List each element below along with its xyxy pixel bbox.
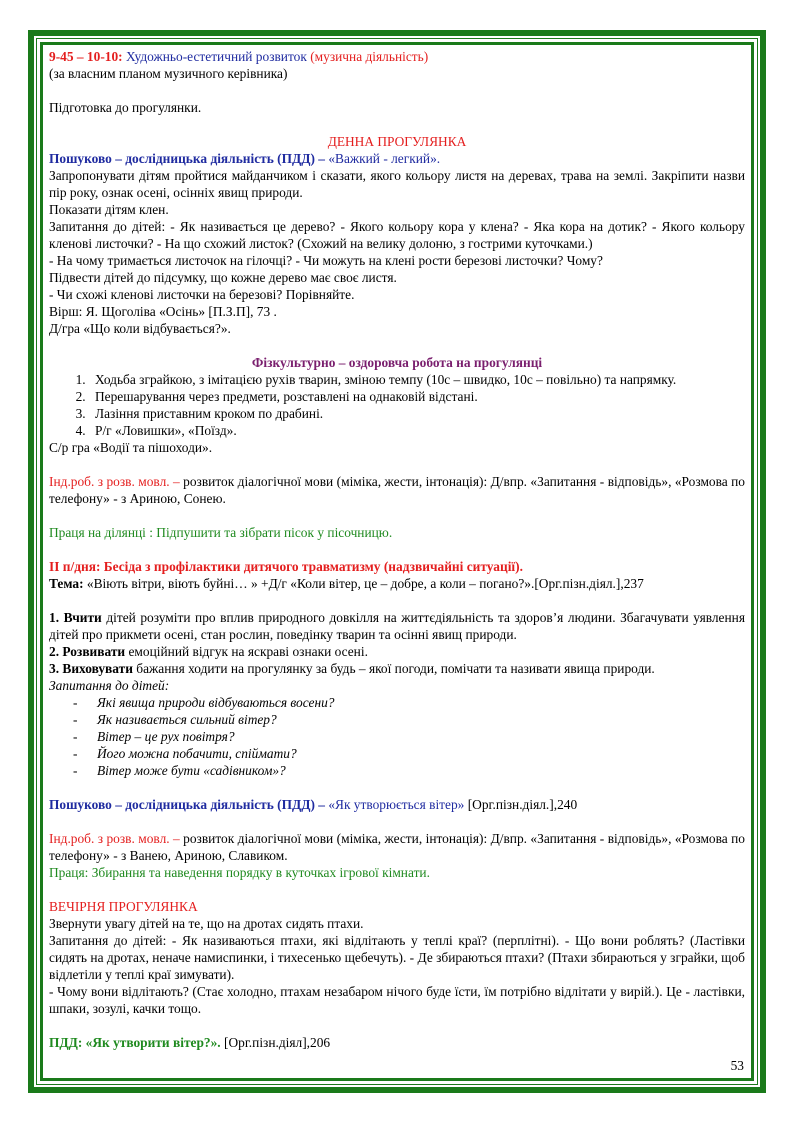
research-topic: «Важкий - легкий».	[328, 151, 441, 166]
individual-work-text: розвиток діалогічної мови (міміка, жести, інтонація): Д/впр. «Запитання - відповідь», «Розмова по телефону» - з Ванею, Ариною, Славиком.	[49, 831, 745, 863]
goal-label: 2. Розвивати	[49, 644, 126, 659]
walk-preparation: Підготовка до прогулянки.	[49, 100, 202, 115]
pe-list	[49, 371, 745, 439]
pdd-final	[49, 1034, 745, 1051]
day-walk-line: Запитання до дітей: - Як називається це дерево? - Якого кольору кора у клена? - Яка кора на дотик? - Якого кольору кленові листочки? - На що схожий листок? (Схожий на велику долоню, з гострими куточками.)	[49, 219, 745, 251]
pdd-final-label: ПДД: «Як утворити вітер?».	[49, 1035, 221, 1050]
goal-text: дітей розуміти про вплив природного довкілля на життєдіяльність та здоров’я людини. Збагачувати уявлення дітей про прикмети осені, стан рослин, поведінку тварин та осінні явищ природи.	[49, 610, 745, 642]
pe-item: 3. Лазіння приставним кроком по драбині.	[89, 405, 745, 422]
question-item: - Як називається сильний вітер?	[73, 711, 745, 728]
room-work: Праця: Збирання та наведення порядку в куточках ігрової кімнати.	[49, 865, 430, 880]
questions-list	[49, 694, 745, 779]
schedule-time: 9-45 – 10-10:	[49, 49, 123, 64]
individual-work-label: Інд.роб. з розв. мовл. –	[49, 474, 184, 489]
goal-2	[49, 643, 745, 660]
day-walk-line: - Чи схожі кленові листочки на березові? Порівняйте.	[49, 287, 355, 302]
question-item: - Які явища природи відбуваються восени?	[73, 694, 745, 711]
schedule-activity: Художньо-естетичний розвиток	[122, 49, 307, 64]
evening-line: Запитання до дітей: - Як називаються птахи, які відлітають у теплі краї? (перплітні). - Що вони роблять? (Ластівки сидять на дротах, неначе намиспинки, і тихесенько щебечуть). - Де збираються птахи? (Птахи збираються у зграйки, щоб відлетіли у теплі краї зимувати).	[49, 933, 745, 982]
day-walk-line: Вірш: Я. Щоголіва «Осінь» [П.З.П], 73 .	[49, 304, 277, 319]
evening-walk-title: ВЕЧІРНЯ ПРОГУЛЯНКА	[49, 899, 198, 914]
goal-1	[49, 609, 745, 643]
schedule-activity-type: (музична діяльність)	[306, 49, 429, 64]
question-item: - Вітер – це рух повітря?	[73, 728, 745, 745]
goal-text: бажання ходити на прогулянку за будь – якої погоди, помічати та називати явища природи.	[132, 661, 655, 676]
day-walk-title: ДЕННА ПРОГУЛЯНКА	[327, 134, 467, 149]
pdd-final-ref: [Орг.пізн.діял],206	[220, 1035, 331, 1050]
pe-title: Фізкультурно – оздоровча робота на прогулянці	[251, 355, 543, 370]
research-2	[49, 796, 745, 813]
afternoon-heading: ІІ п/дня: Бесіда з профілактики дитячого травматизму (надзвичайні ситуації).	[49, 559, 523, 574]
pe-item: 4. Р/г «Ловишки», «Поїзд».	[89, 422, 745, 439]
evening-line: Звернути увагу дітей на те, що на дротах сидять птахи.	[49, 916, 364, 931]
day-walk-line: Д/гра «Що коли відбувається?».	[49, 321, 231, 336]
goal-label: 1. Вчити	[49, 610, 102, 625]
schedule-line	[49, 48, 745, 65]
individual-work-label: Інд.роб. з розв. мовл. –	[49, 831, 184, 846]
goal-text: емоційний відгук на яскраві ознаки осені.	[125, 644, 368, 659]
day-walk-line: - На чому тримається листочок на гілочці? - Чи можуть на клені рости березові листочки? Чому?	[49, 253, 603, 268]
goal-3	[49, 660, 745, 677]
pe-item: 1. Ходьба зграйкою, з імітацією рухів тварин, зміною темпу (10с – швидко, 10с – повільно) та напрямку.	[89, 371, 745, 388]
individual-work-text: розвиток діалогічної мови (міміка, жести, інтонація): Д/впр. «Запитання - відповідь», «Розмова по телефону» - з Ариною, Сонею.	[49, 474, 745, 506]
question-item: - Його можна побачити, спіймати?	[73, 745, 745, 762]
day-walk-line: Показати дітям клен.	[49, 202, 169, 217]
question-item: - Вітер може бути «садівником»?	[73, 762, 745, 779]
role-game: С/р гра «Водії та пішоходи».	[49, 440, 213, 455]
pe-item: 2. Перешарування через предмети, розставлені на однаковій відстані.	[89, 388, 745, 405]
topic-text: «Віють вітри, віють буйні… » +Д/г «Коли вітер, це – добре, а коли – погано?».[Орг.пізн.діял.],237	[83, 576, 644, 591]
site-work: Праця на ділянці : Підпушити та зібрати пісок у пісочницю.	[49, 525, 393, 540]
research-2-label: Пошуково – дослідницька діяльність (ПДД) –	[49, 797, 329, 812]
research-2-topic: «Як утворюється вітер»	[328, 797, 465, 812]
topic-label: Тема:	[49, 576, 84, 591]
individual-work-2	[49, 830, 745, 864]
afternoon-topic	[49, 575, 745, 592]
document-body	[49, 48, 745, 1051]
page-number: 53	[730, 1058, 744, 1073]
research-label: Пошуково – дослідницька діяльність (ПДД) –	[49, 151, 329, 166]
schedule-note: (за власним планом музичного керівника)	[49, 66, 288, 81]
day-walk-line: Запропонувати дітям пройтися майданчиком і сказати, якого кольору листя на деревах, трава на землі. Закріпити назви пір року, ознак осені, осінніх явищ природи.	[49, 168, 745, 200]
evening-line: - Чому вони відлітають? (Стає холодно, птахам незабаром нічого буде їсти, їм потрібно відлітати у вирій.). Це - ластівки, шпаки, зозулі, качки тощо.	[49, 984, 745, 1016]
research-heading	[49, 150, 745, 167]
goal-label: 3. Виховувати	[49, 661, 133, 676]
individual-work-1	[49, 473, 745, 507]
questions-title: Запитання до дітей:	[49, 678, 170, 693]
research-2-ref: [Орг.пізн.діял.],240	[464, 797, 578, 812]
day-walk-line: Підвести дітей до підсумку, що кожне дерево має своє листя.	[49, 270, 397, 285]
